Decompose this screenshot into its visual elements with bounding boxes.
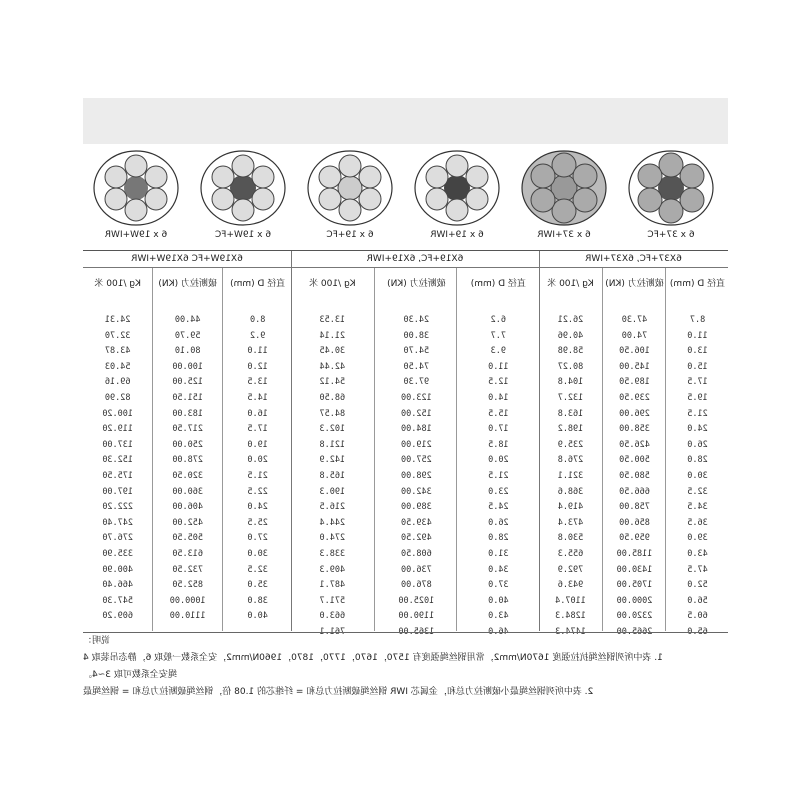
column-header: 直径 D (mm) (471, 279, 527, 289)
table-cell: 43.0 (488, 611, 509, 622)
table-cell: 500.50 (619, 455, 650, 466)
table-cell: 44.00 (175, 315, 201, 325)
table-cell: 274.0 (319, 533, 346, 544)
table-cell: 80.27 (557, 361, 584, 372)
table-cell: 74.50 (403, 361, 429, 372)
table-cell: 34.0 (488, 564, 509, 575)
table-cell: 761.1 (319, 626, 346, 637)
table-cell: 335.90 (102, 548, 134, 559)
table-cell: 163.8 (557, 408, 584, 419)
rope-diagrams-row (83, 144, 728, 244)
table-cell: 13.0 (687, 346, 708, 357)
table-cell: 34.5 (687, 502, 708, 513)
table-cell: 82.90 (104, 392, 131, 403)
table-cell: 219.00 (400, 439, 432, 450)
table-cell: 278.00 (172, 455, 204, 466)
table-column (374, 268, 458, 637)
table-cell: 580.50 (619, 470, 650, 481)
table-cell: 406.00 (172, 502, 204, 513)
table-cell: 40.96 (557, 330, 584, 341)
table-cell: 20.0 (488, 455, 509, 466)
table-cell: 389.00 (400, 502, 432, 513)
note-line-1-continued: 绳安全系数可取 3~4。 (83, 670, 177, 680)
column-header: Kg /100 米 (309, 279, 356, 289)
table-cell: 1110.00 (170, 611, 206, 622)
table-cell: 17.5 (687, 377, 708, 388)
table-cell: 732.50 (172, 564, 204, 575)
group-title: 6X19W+FC 6X19W+IWR (83, 251, 291, 268)
rope-label: 6 x 19+FC (326, 230, 374, 240)
table-cell: 15.0 (687, 361, 708, 372)
table-cell: 11.0 (687, 330, 708, 341)
table-cell: 190.3 (319, 486, 346, 497)
table-cell: 876.00 (400, 580, 432, 591)
table-cell: 276.8 (557, 455, 584, 466)
table-column (602, 268, 666, 637)
table-cell: 2000.00 (616, 595, 653, 606)
table-cell: 239.50 (619, 392, 650, 403)
table-cell: 30.0 (247, 548, 268, 559)
table-cell: 102.3 (319, 424, 346, 435)
table-column (539, 268, 602, 637)
table-cell: 37.0 (488, 580, 509, 591)
table-cell: 68.50 (319, 392, 346, 403)
table-cell: 1705.00 (616, 580, 653, 591)
table-cell: 198.2 (557, 424, 584, 435)
table-cell: 13.53 (319, 315, 346, 325)
table-cell: 342.00 (400, 486, 432, 497)
table-cell: 26.0 (488, 517, 509, 528)
table-cell: 338.3 (319, 548, 346, 559)
table-cell: 104.8 (557, 377, 584, 388)
table-cell: 792.9 (557, 564, 584, 575)
table-cell: 7.7 (490, 330, 507, 341)
table-cell: 360.00 (172, 486, 204, 497)
table-cell: 165.8 (319, 470, 346, 481)
column-header: Kg /100 米 (94, 279, 141, 289)
table-column (456, 268, 540, 637)
table-cell: 21.5 (488, 470, 509, 481)
table-cell: 257.00 (400, 455, 432, 466)
table-cell: 24.5 (488, 502, 509, 513)
table-cell: 43.0 (687, 548, 708, 559)
table-cell: 320.50 (172, 470, 204, 481)
note-line-1: 1. 表中所列钢丝绳抗拉强度 1670N/mm2，常用钢丝绳强度有 1570，1670，1770，1870，1960N/mm2，安全系数一般取 6，静态吊装取 4 (83, 653, 663, 663)
table-cell: 22.5 (247, 486, 268, 497)
table-cell: 24.30 (403, 315, 429, 325)
table-cell: 1107.4 (555, 595, 586, 606)
table-cell: 32.70 (104, 330, 131, 341)
rope-diagram-3 (300, 148, 400, 240)
table-cell: 35.0 (247, 580, 268, 591)
table-cell: 32.5 (687, 486, 708, 497)
table-cell: 28.0 (488, 533, 509, 544)
table-cell: 152.00 (400, 408, 432, 419)
table-cell: 123.00 (400, 392, 432, 403)
table-cell: 217.50 (172, 424, 204, 435)
table-cell: 666.50 (619, 486, 650, 497)
table-cell: 736.00 (400, 564, 432, 575)
table-cell: 16.0 (247, 408, 268, 419)
table-cell: 358.00 (619, 424, 650, 435)
table-cell: 11.0 (247, 346, 268, 357)
table-cell: 14.5 (247, 392, 268, 403)
table-cell: 943.6 (557, 580, 584, 591)
table-cell: 852.50 (172, 580, 204, 591)
table-cell: 21.5 (247, 470, 268, 481)
rope-cross-section-icon (412, 148, 502, 228)
table-cell: 321.1 (557, 470, 584, 481)
table-cell: 473.4 (557, 517, 584, 528)
table-cell: 58.98 (557, 346, 584, 357)
table-cell: 30.0 (687, 470, 708, 481)
rope-cross-section-icon (198, 148, 288, 228)
table-cell: 9.2 (249, 330, 265, 341)
table-cell: 42.44 (319, 361, 346, 372)
table-cell: 409.3 (319, 564, 346, 575)
table-cell: 400.90 (102, 564, 134, 575)
table-cell: 100.20 (102, 408, 134, 419)
table-cell: 655.3 (557, 548, 584, 559)
table-cell: 145.00 (619, 361, 650, 372)
table-cell: 8.0 (249, 315, 265, 325)
rope-diagram-2 (193, 148, 293, 240)
table-cell: 235.9 (557, 439, 584, 450)
table-cell: 54.12 (319, 377, 346, 388)
table-cell: 609.20 (102, 611, 134, 622)
rope-cross-section-icon (305, 148, 395, 228)
table-cell: 65.0 (687, 626, 708, 637)
table-cell: 40.0 (488, 595, 509, 606)
table-cell: 25.5 (247, 517, 268, 528)
table-cell: 43.87 (104, 346, 131, 357)
table-cell: 9.3 (490, 346, 507, 357)
table-cell: 1430.00 (616, 564, 653, 575)
table-cell: 24.0 (247, 502, 268, 513)
rope-diagram-1 (86, 148, 186, 240)
table-cell: 452.00 (172, 517, 204, 528)
table-cell: 547.30 (102, 595, 134, 606)
column-header: 直径 D (mm) (669, 279, 726, 289)
table-cell: 52.0 (687, 580, 708, 591)
table-cell: 276.70 (102, 533, 134, 544)
table-cell: 27.0 (247, 533, 268, 544)
rope-diagram-6 (621, 148, 721, 240)
table-cell: 368.6 (557, 486, 584, 497)
table-column (222, 268, 292, 631)
note-line-2: 2. 表中所列钢丝绳最小破断拉力总和，金属芯 IWR 钢丝绳破断拉力总和 = 纤维芯的 1.08 倍，钢丝绳破断拉力总和 = 钢丝绳最 (83, 687, 594, 697)
table-cell: 19.5 (687, 392, 708, 403)
column-header: 破断拉力 (KN) (158, 279, 218, 289)
table-cell: 250.00 (172, 439, 204, 450)
table-cell: 1185.00 (616, 548, 653, 559)
table-cell: 19.0 (247, 439, 268, 450)
rope-label: 6 x 19W+IWR (104, 230, 168, 240)
table-cell: 56.0 (687, 595, 708, 606)
table-cell: 296.00 (619, 408, 650, 419)
table-cell: 183.00 (172, 408, 204, 419)
table-cell: 17.5 (247, 424, 268, 435)
table-cell: 23.0 (488, 486, 509, 497)
rope-cross-section-icon (91, 148, 181, 228)
column-header: 直径 D (mm) (229, 279, 285, 289)
table-cell: 13.5 (247, 377, 268, 388)
table-cell: 31.0 (488, 548, 509, 559)
rope-diagram-5 (514, 148, 614, 240)
table-cell: 216.5 (319, 502, 346, 513)
table-cell: 26.0 (687, 439, 708, 450)
table-cell: 38.00 (403, 330, 429, 341)
table-column (152, 268, 222, 631)
table-cell: 30.45 (319, 346, 346, 357)
table-cell: 132.7 (557, 392, 584, 403)
column-header: 破断拉力 (KN) (605, 279, 664, 289)
table-cell: 125.00 (172, 377, 204, 388)
table-cell: 14.0 (488, 392, 509, 403)
table-cell: 28.0 (687, 455, 708, 466)
table-cell: 12.0 (247, 361, 268, 372)
table-cell: 21.14 (319, 330, 346, 341)
table-cell: 15.5 (488, 408, 509, 419)
table-cell: 21.5 (687, 408, 708, 419)
specification-table (83, 250, 728, 637)
table-cell: 487.1 (319, 580, 346, 591)
table-group-2 (291, 251, 540, 637)
column-header: Kg /100 米 (547, 279, 594, 289)
table-cell: 20.0 (247, 455, 268, 466)
table-cell: 197.00 (102, 486, 134, 497)
table-cell: 142.9 (319, 455, 346, 466)
notes-section (83, 632, 728, 703)
table-cell: 18.5 (488, 439, 509, 450)
table-cell: 6.2 (490, 315, 507, 325)
table-cell: 505.50 (172, 533, 204, 544)
table-cell: 8.7 (689, 315, 706, 325)
table-cell: 1365.00 (398, 626, 434, 637)
table-cell: 152.30 (102, 455, 134, 466)
table-cell: 2320.00 (616, 611, 653, 622)
notes-heading: 说明： (83, 636, 111, 646)
table-cell: 12.5 (488, 377, 509, 388)
rope-label: 6 x 37+IWR (537, 230, 591, 240)
table-cell: 54.03 (104, 361, 131, 372)
table-cell: 100.00 (172, 361, 204, 372)
table-cell: 247.40 (102, 517, 134, 528)
table-cell: 613.50 (172, 548, 204, 559)
table-cell: 80.10 (175, 346, 201, 357)
table-cell: 151.50 (172, 392, 204, 403)
table-cell: 26.21 (557, 315, 584, 325)
table-cell: 530.8 (557, 533, 584, 544)
rope-cross-section-icon (626, 148, 716, 228)
table-cell: 959.50 (619, 533, 650, 544)
table-cell: 608.50 (400, 548, 432, 559)
group-title: 6X37+FC, 6X37+IWR (539, 251, 728, 268)
table-cell: 47.5 (687, 564, 708, 575)
table-cell: 1190.00 (398, 611, 434, 622)
table-cell: 46.0 (488, 626, 509, 637)
table-cell: 184.00 (400, 424, 432, 435)
table-cell: 74.00 (621, 330, 648, 341)
table-cell: 32.5 (247, 564, 268, 575)
table-cell: 121.8 (319, 439, 346, 450)
rope-cross-section-icon (519, 148, 609, 228)
table-cell: 40.0 (247, 611, 268, 622)
table-cell: 36.5 (687, 517, 708, 528)
rope-diagram-4 (407, 148, 507, 240)
table-cell: 571.7 (319, 595, 346, 606)
table-cell: 59.70 (175, 330, 201, 341)
table-cell: 2665.00 (616, 626, 653, 637)
table-cell: 189.50 (619, 377, 650, 388)
table-cell: 1000.00 (170, 595, 206, 606)
table-cell: 1284.3 (555, 611, 586, 622)
rope-label: 6 x 37+FC (647, 230, 695, 240)
table-cell: 106.50 (619, 346, 650, 357)
table-column (665, 268, 729, 637)
table-cell: 60.5 (687, 611, 708, 622)
table-cell: 24.0 (687, 424, 708, 435)
table-column (83, 268, 152, 631)
table-group-3 (539, 251, 728, 637)
table-cell: 244.4 (319, 517, 346, 528)
rope-label: 6 x 19W+FC (214, 230, 272, 240)
table-cell: 54.70 (403, 346, 429, 357)
table-cell: 137.00 (102, 439, 134, 450)
table-cell: 38.0 (247, 595, 268, 606)
table-cell: 439.50 (400, 517, 432, 528)
table-cell: 11.0 (488, 361, 509, 372)
table-cell: 492.50 (400, 533, 432, 544)
table-cell: 419.4 (557, 502, 584, 513)
table-cell: 24.31 (104, 315, 131, 325)
table-cell: 69.16 (104, 377, 131, 388)
table-cell: 426.50 (619, 439, 650, 450)
table-cell: 84.57 (319, 408, 346, 419)
column-header: 破断拉力 (KN) (386, 279, 446, 289)
table-cell: 856.00 (619, 517, 650, 528)
table-cell: 97.30 (403, 377, 429, 388)
table-cell: 39.0 (687, 533, 708, 544)
table-cell: 222.20 (102, 502, 134, 513)
table-cell: 298.00 (400, 470, 432, 481)
table-cell: 17.0 (488, 424, 509, 435)
table-cell: 466.40 (102, 580, 134, 591)
table-cell: 47.30 (621, 315, 648, 325)
table-cell: 1025.00 (398, 595, 434, 606)
top-banner (83, 98, 728, 144)
rope-label: 6 x 19+IWR (430, 230, 484, 240)
table-cell: 175.50 (102, 470, 134, 481)
table-cell: 663.0 (319, 611, 346, 622)
table-cell: 119.20 (102, 424, 134, 435)
table-cell: 758.00 (619, 502, 650, 513)
table-group-1 (83, 251, 292, 631)
table-column (291, 268, 374, 637)
group-title: 6X19+FC, 6X19+IWR (291, 251, 539, 268)
table-cell: 1474.3 (555, 626, 586, 637)
